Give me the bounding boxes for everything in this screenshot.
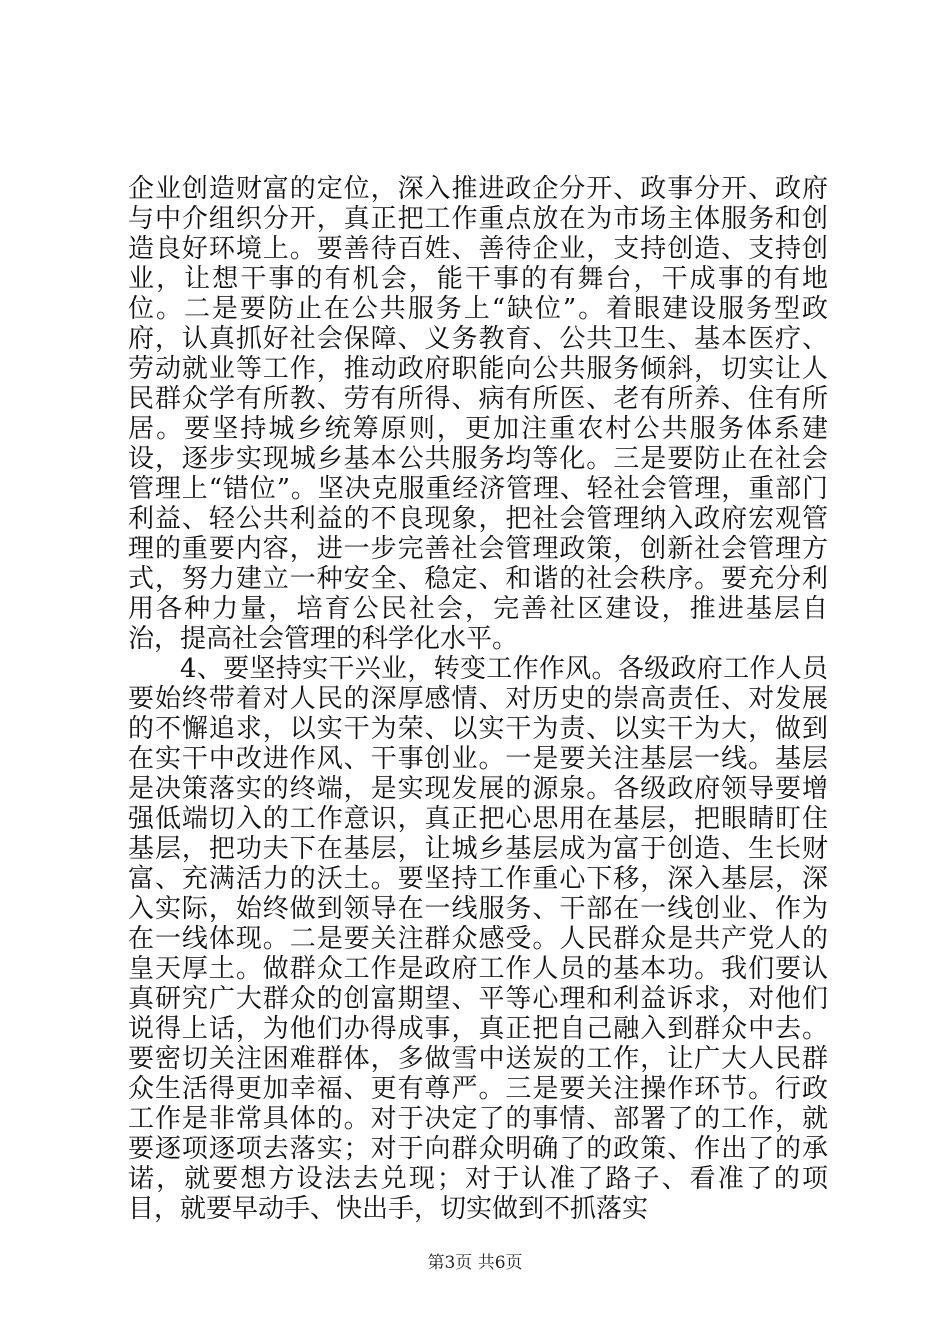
paragraph-2: 4、要坚持实干兴业，转变工作作风。各级政府工作人员要始终带着对人民的深厚感情、对历史的崇高责任、对发展的不懈追求，以实干为荣、以实干为责、以实干为大，做到在实干中改进作风、干事创业。一是要关注基层一线。基层是决策落实的终端，是实现发展的源泉。各级政府领导要增强低端切入的工作意识，真正把心思用在基层，把眼睛盯住基层，把功夫下在基层，让城乡基层成为富于创造、生长财富、充满活力的沃土。要坚持工作重心下移，深入基层，深入实际，始终做到领导在一线服务、干部在一线创业、作为在一线体现。二是要关注群众感受。人民群众是共产党人的皇天厚土。做群众工作是政府工作人员的基本功。我们要认真研究广大群众的创富期望、平等心理和利益诉求，对他们说得上话，为他们办得成事，真正把自己融入到群众中去。要密切关注困难群体，多做雪中送炭的工作，让广大人民群众生活得更加幸福、更有尊严。三是要关注操作环节。行政工作是非常具体的。对于决定了的事情、部署了的工作，就要逐项逐项去落实；对于向群众明确了的政策、作出了的承诺，就要想方设法去兑现；对于认准了路子、看准了的项目，就要早动手、快出手，切实做到不抓落实	[128, 654, 828, 1224]
page-number-footer: 第3页 共6页	[427, 1253, 523, 1273]
paragraph-1: 企业创造财富的定位，深入推进政企分开、政事分开、政府与中介组织分开，真正把工作重点放在为市场主体服务和创造良好环境上。要善待百姓、善待企业，支持创造、支持创业，让想干事的有机会，能干事的有舞台，干成事的有地位。二是要防止在公共服务上“缺位”。着眼建设服务型政府，认真抓好社会保障、义务教育、公共卫生、基本医疗、劳动就业等工作，推动政府职能向公共服务倾斜，切实让人民群众学有所教、劳有所得、病有所医、老有所养、住有所居。要坚持城乡统筹原则，更加注重农村公共服务体系建设，逐步实现城乡基本公共服务均等化。三是要防止在社会管理上“错位”。坚决克服重经济管理、轻社会管理，重部门利益、轻公共利益的不良现象，把社会管理纳入政府宏观管理的重要内容，进一步完善社会管理政策，创新社会管理方式，努力建立一种安全、稳定、和谐的社会秩序。要充分利用各种力量，培育公民社会，完善社区建设，推进基层自治，提高社会管理的科学化水平。	[128, 174, 828, 654]
document-body	[128, 174, 828, 1224]
